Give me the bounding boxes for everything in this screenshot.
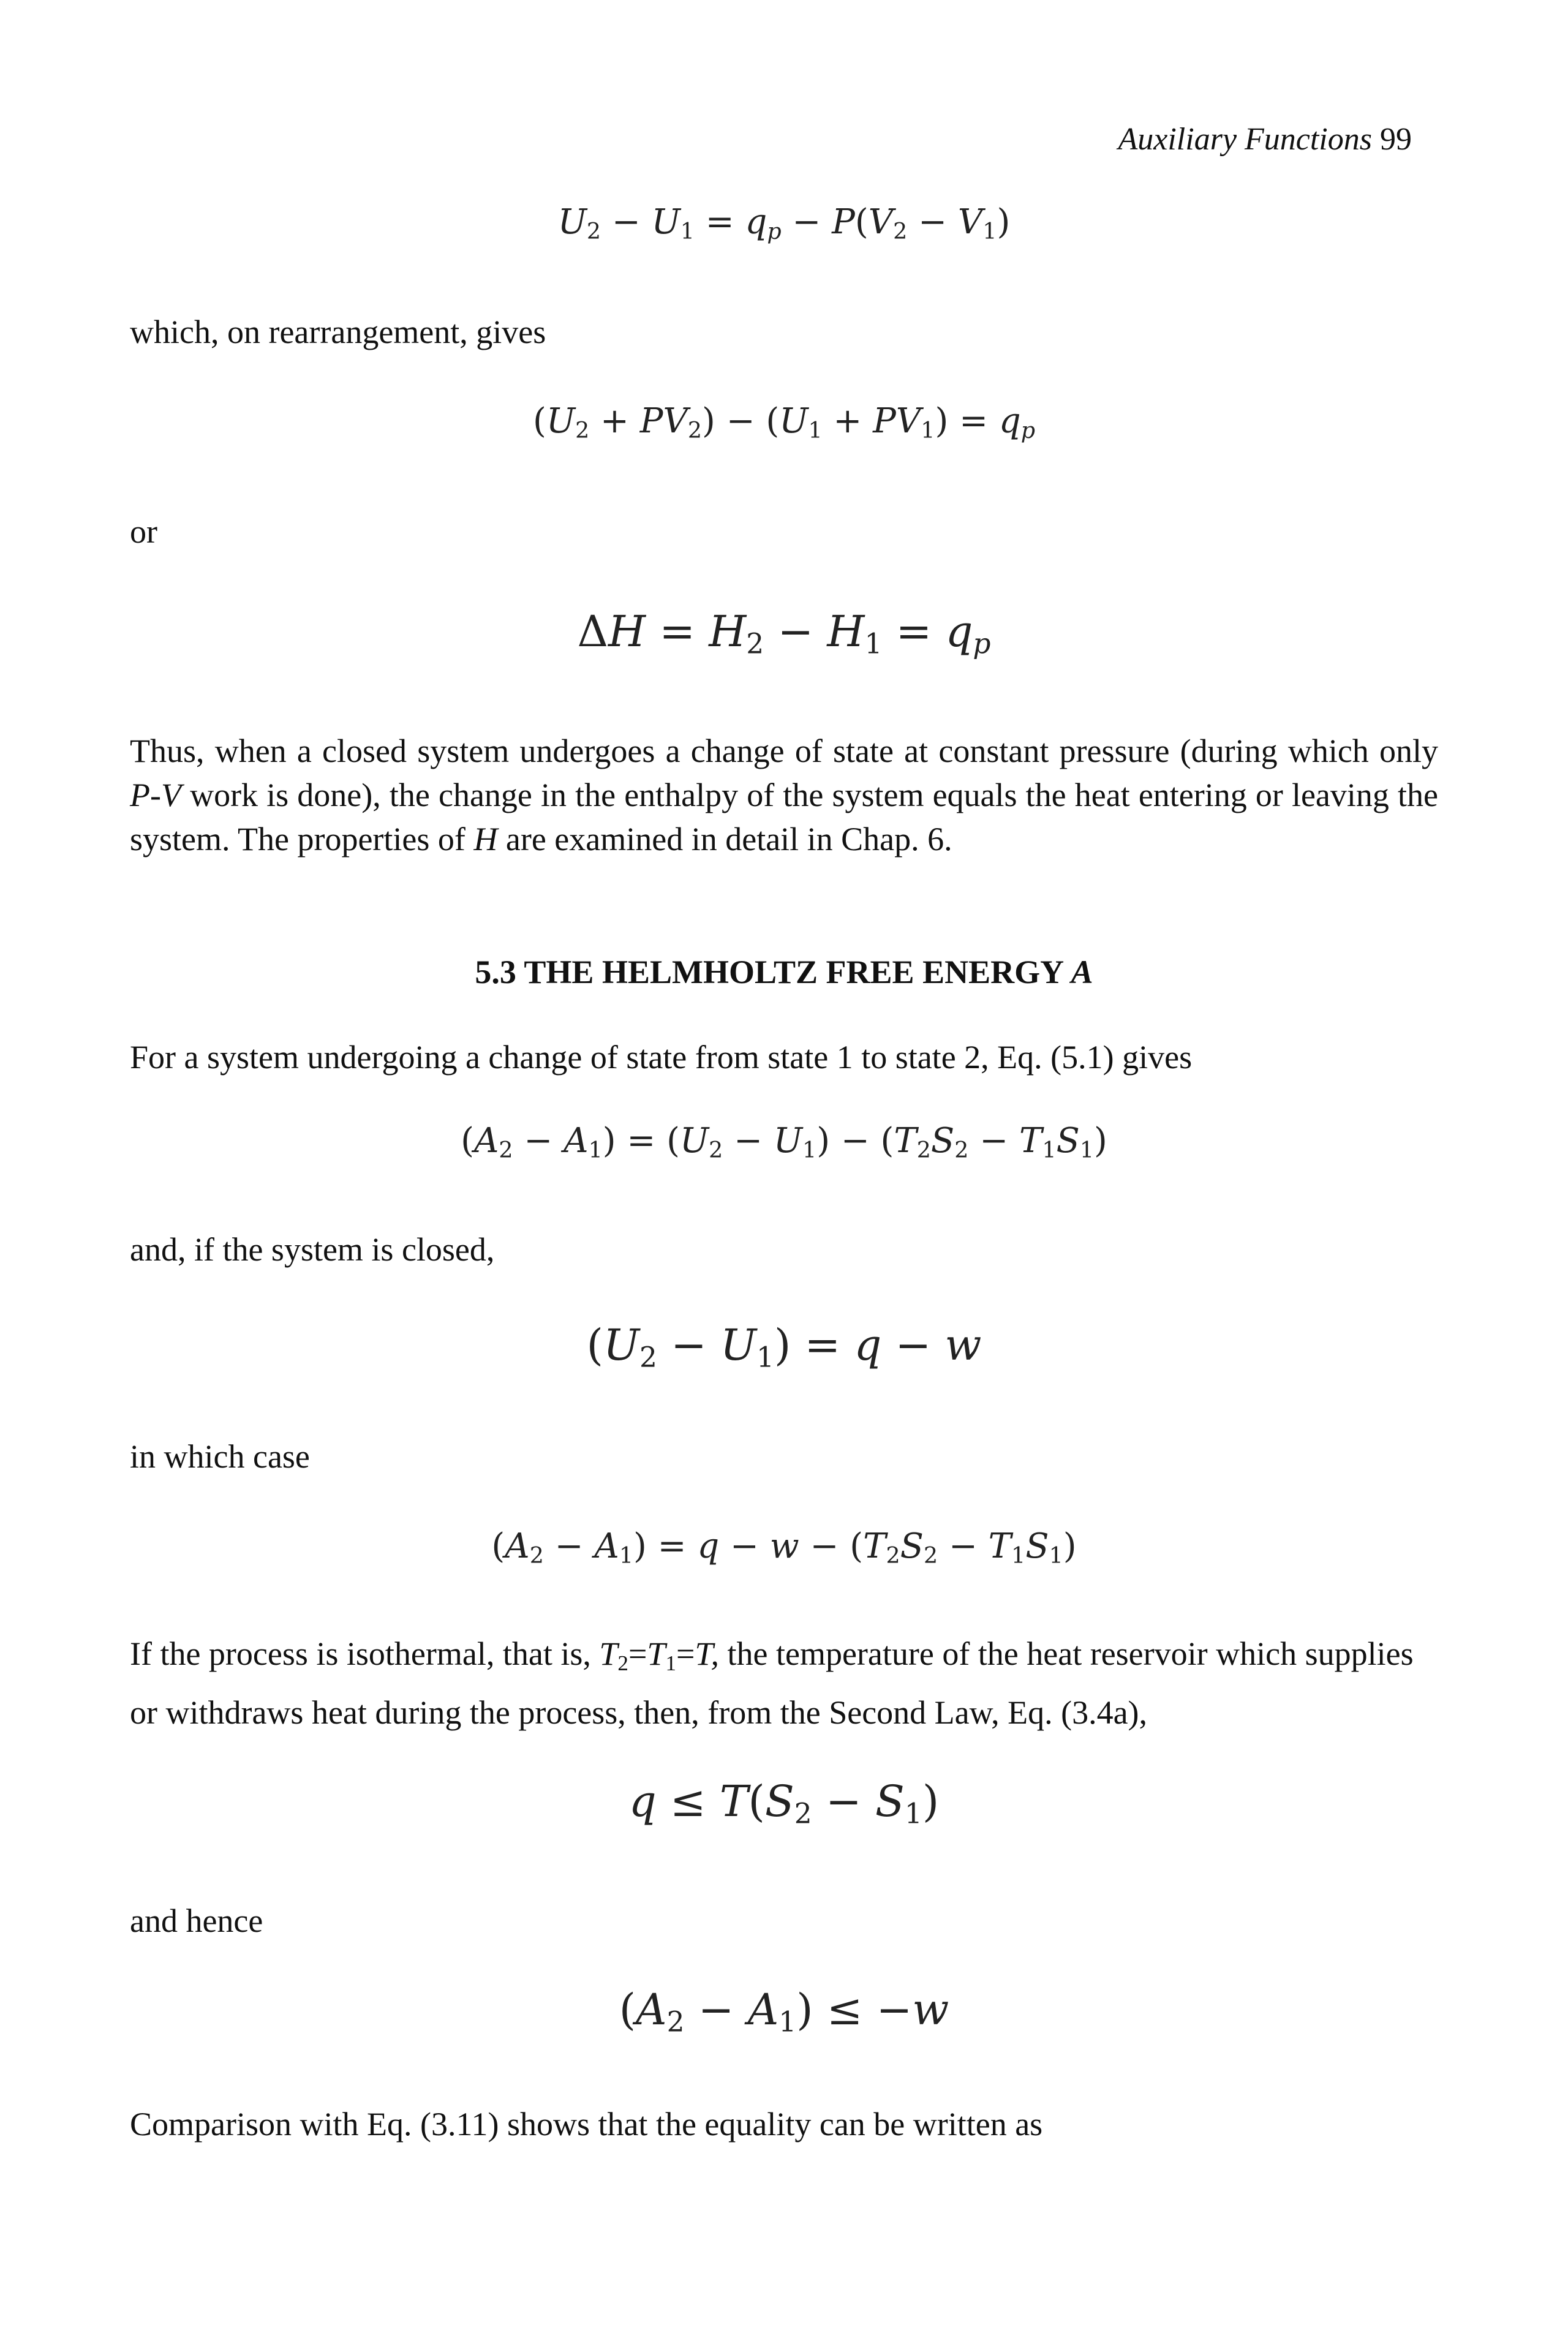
- paragraph-7: If the process is isothermal, that is, $T_2=T_1=T$, the temperature of the heat reservoir which supplies or withdraws heat during the process, then, from the Second Law, Eq. (3.4a),: [130, 1635, 1414, 1731]
- paragraph-3: Thus, when a closed system undergoes a change of state at constant pressure (during which only P-V work is done), the change in the enthalpy of the system equals the heat entering or leaving the system. The properties of H are examined in detail in Chap. 6.: [130, 733, 1438, 858]
- paragraph-4: For a system undergoing a change of state from state 1 to state 2, Eq. (5.1) gives: [130, 1039, 1193, 1076]
- paragraph-6: in which case: [130, 1438, 310, 1475]
- section-heading-symbol: A: [1071, 954, 1093, 990]
- equation-text: $U_2 - U_1 = q_p - P(V_2 - V_1)$: [557, 202, 1011, 245]
- paragraph-2: or: [130, 513, 157, 550]
- page-number: 99: [1380, 122, 1412, 157]
- equation-text: $\Delta H = H_2 - H_1 = q_p$: [577, 606, 991, 660]
- equation-text: $(U_2 + PV_2) - (U_1 + PV_1) = q_p$: [533, 401, 1035, 444]
- running-header-title: Auxiliary Functions: [1118, 122, 1372, 157]
- paragraph-1: which, on rearrangement, gives: [130, 314, 546, 350]
- section-heading: [0, 953, 1568, 991]
- equation-8: [0, 1985, 1568, 2038]
- equation-text: $(A_2 - A_1) = q - w - (T_2S_2 - T_1S_1)$: [491, 1526, 1077, 1569]
- section-heading-text: 5.3 THE HELMHOLTZ FREE ENERGY: [475, 954, 1071, 990]
- equation-4: [0, 1121, 1568, 1164]
- equation-7: [0, 1776, 1568, 1830]
- paragraph-5: and, if the system is closed,: [130, 1231, 495, 1268]
- equation-text: $(U_2 - U_1) = q - w$: [586, 1320, 982, 1374]
- equation-1: [0, 202, 1568, 245]
- paragraph-9: Comparison with Eq. (3.11) shows that the equality can be written as: [130, 2106, 1043, 2143]
- equation-text: $(A_2 - A_1) \le -w$: [619, 1985, 949, 2038]
- equation-6: [0, 1526, 1568, 1569]
- running-header: [1118, 121, 1412, 157]
- paragraph-8: and hence: [130, 1902, 263, 1939]
- equation-text: $(A_2 - A_1) = (U_2 - U_1) - (T_2S_2 - T_1S_1)$: [461, 1121, 1107, 1164]
- equation-5: [0, 1320, 1568, 1374]
- equation-text: $q \le T(S_2 - S_1)$: [628, 1776, 940, 1830]
- equation-3: [0, 606, 1568, 660]
- equation-2: [0, 401, 1568, 444]
